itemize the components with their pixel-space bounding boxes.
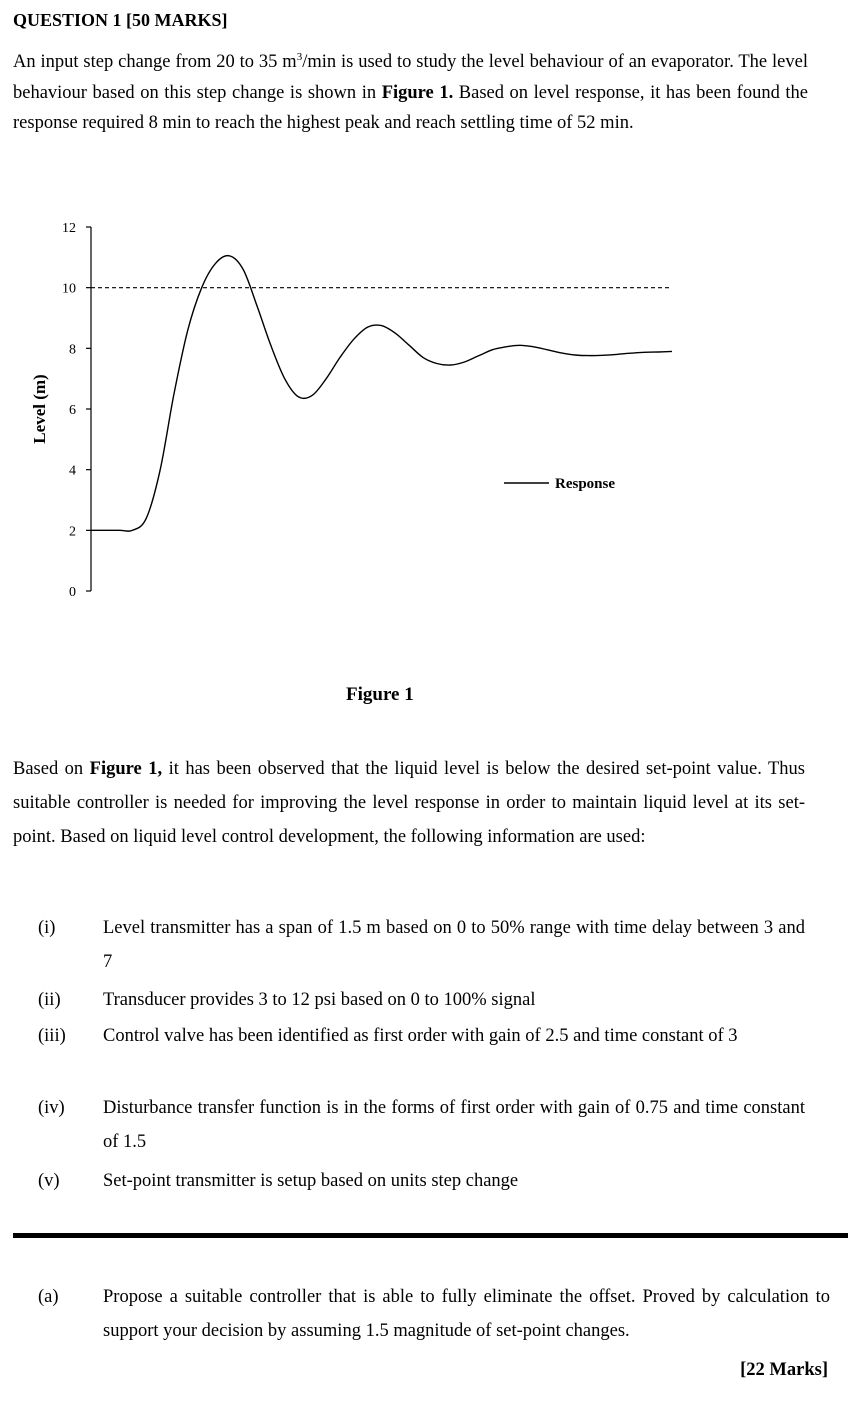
y-tick-label: 0 [69,585,76,600]
part-a-text: Propose a suitable controller that is able to fully eliminate the offset. Proved by calculation to support your decision by assuming 1.5 magnitude of set-point changes. [103,1287,830,1341]
figure-caption: Figure 1 [346,684,414,705]
list-item-number: (iii) [38,1026,66,1046]
list-item [0,1019,848,1087]
list-item-text: Control valve has been identified as first order with gain of 2.5 and time constant of 3 [103,1026,738,1046]
list-item-number: (i) [38,918,56,938]
list-item-number: (v) [38,1171,60,1191]
list-item-text: Disturbance transfer function is in the forms of first order with gain of 0.75 and time constant of 1.5 [103,1098,805,1152]
question-part-a [0,1280,848,1350]
list-item [0,983,848,1017]
response-chart [0,200,848,630]
list-item [0,1164,848,1198]
list-item-text: Transducer provides 3 to 12 psi based on 0 to 100% signal [103,990,536,1010]
intro-paragraph: An input step change from 20 to 35 $m^3/\min$ is used to study the level behaviour of an evaporator. The level behaviour based on this step change is shown in Figure 1. Based on level response, it has been found the response required 8 min to reach the highest peak and reach settling time of 52 min. [13,51,808,134]
list-item-text: Level transmitter has a span of 1.5 m based on 0 to 50% range with time delay between 3 and 7 [103,918,805,972]
list-item-number: (iv) [38,1098,65,1118]
y-tick-label: 4 [69,463,76,479]
list-item-text: Set-point transmitter is setup based on units step change [103,1171,519,1191]
y-tick-label: 6 [69,403,76,418]
part-a-number: (a) [38,1287,59,1307]
observation-paragraph: Based on Figure 1, it has been observed that the liquid level is below the desired set-point value. Thus suitable controller is needed for improving the level response in order to maintain liquid level at its set-point. Based on liquid level control development, the following information are used: [13,759,805,847]
y-tick-label: 12 [62,221,76,236]
section-divider [13,1233,848,1238]
part-a-marks: [22 Marks] [740,1360,828,1380]
list-item-number: (ii) [38,990,61,1010]
y-tick-label: 8 [69,342,76,358]
y-axis-label: Level (m) [30,374,49,444]
legend-entry: Response [555,476,616,492]
y-tick-label: 10 [62,281,76,297]
y-tick-label: 2 [69,524,76,540]
list-item [0,1091,848,1159]
list-item [0,911,848,979]
figure-1-chart [0,200,848,630]
question-heading: QUESTION 1 [50 MARKS] [13,10,228,30]
